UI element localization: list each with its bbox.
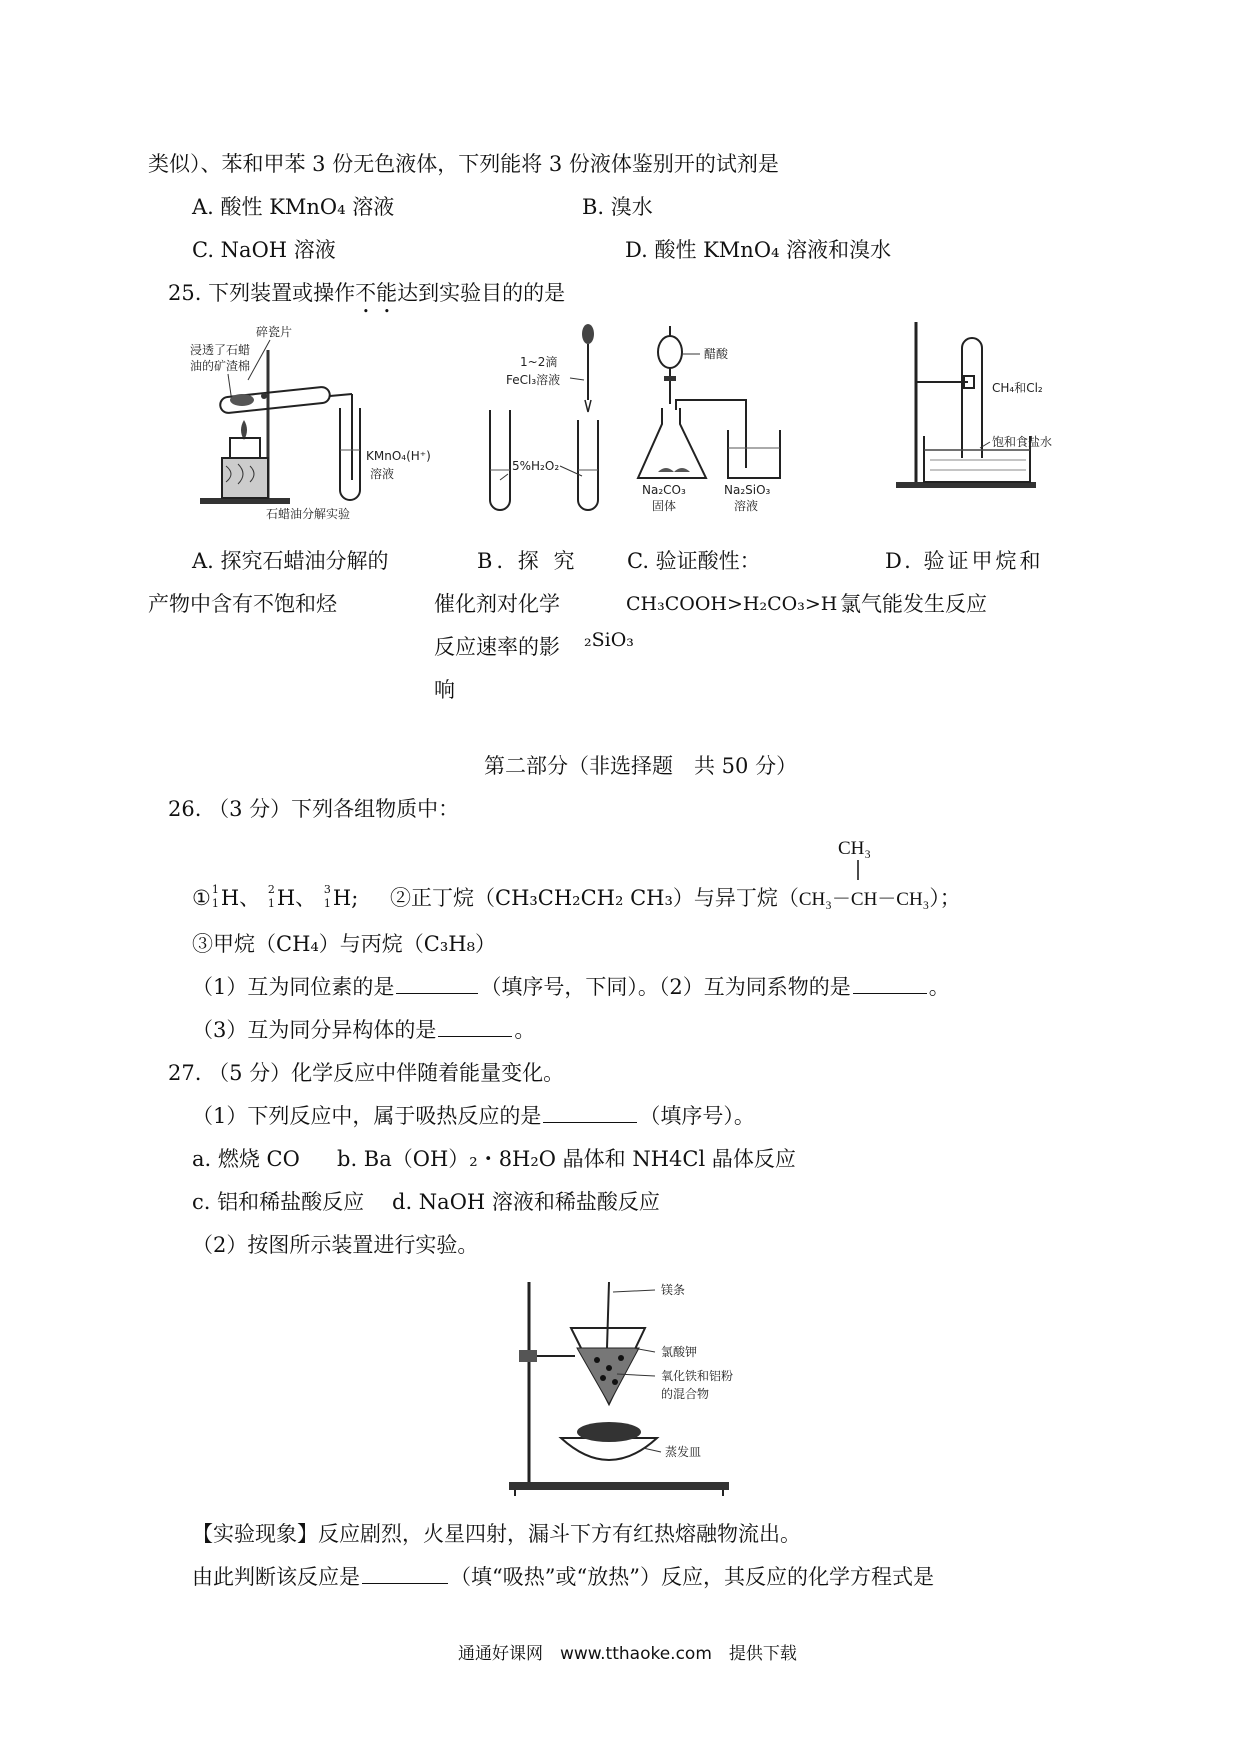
answer-blank-exothermic[interactable]	[362, 1563, 448, 1584]
svg-text:1~2滴: 1~2滴	[520, 355, 558, 369]
q25-option-c-line2: CH₃COOH>H₂CO₃>H	[626, 593, 838, 615]
svg-text:FeCl₃溶液: FeCl₃溶液	[506, 373, 561, 387]
part-two-heading: 第二部分（非选择题 共 50 分）	[484, 754, 798, 778]
q25-option-c-line3: ₂SiO₃	[584, 629, 634, 651]
svg-text:碎瓷片: 碎瓷片	[256, 325, 293, 339]
figure-acidity-comparison	[630, 318, 800, 523]
q26-stem: 26. （3 分）下列各组物质中：	[168, 797, 460, 821]
figure-paraffin-decomposition	[190, 320, 431, 530]
svg-text:饱和食盐水: 饱和食盐水	[992, 435, 1053, 449]
svg-text:的混合物: 的混合物	[661, 1387, 710, 1401]
q25-option-b-line3: 反应速率的影	[434, 635, 560, 659]
q24-option-d: D. 酸性 KMnO₄ 溶液和溴水	[625, 238, 892, 262]
svg-text:5%H₂O₂: 5%H₂O₂	[512, 459, 560, 473]
svg-text:Na₂SiO₃: Na₂SiO₃	[724, 483, 771, 497]
footer-download-note: 通通好课网 www.tthaoke.com 提供下载	[458, 1644, 797, 1664]
q27-phenomenon: 【实验现象】反应剧烈，火星四射，漏斗下方有红热熔融物流出。	[192, 1522, 801, 1546]
answer-blank-isomer[interactable]	[438, 1016, 512, 1037]
q24-stem-tail: 类似）、苯和甲苯 3 份无色液体，下列能将 3 份液体鉴别开的试剂是	[148, 152, 779, 176]
svg-text:浸透了石蜡: 浸透了石蜡	[190, 343, 251, 357]
q25-option-a-line1: A. 探究石蜡油分解的	[192, 549, 389, 573]
q26-item3: ③甲烷（CH₄）与丙烷（C₃H₈）	[192, 932, 497, 956]
q26-sub3: （3）互为同分异构体的是 。	[192, 1018, 536, 1042]
svg-text:蒸发皿: 蒸发皿	[665, 1445, 702, 1459]
answer-blank-homolog[interactable]	[853, 973, 927, 994]
q24-option-c: C. NaOH 溶液	[192, 238, 336, 262]
q25-stem: 25. 下列装置或操作不能达到实验目的的是	[168, 281, 566, 305]
svg-text:氧化铁和铝粉: 氧化铁和铝粉	[661, 1369, 734, 1383]
answer-blank-isotope[interactable]	[396, 973, 478, 994]
q27-judge: 由此判断该反应是 （填“吸热”或“放热”）反应，其反应的化学方程式是	[192, 1565, 934, 1589]
q27-sub1: （1）下列反应中，属于吸热反应的是 （填序号）。	[192, 1104, 755, 1128]
svg-text:CH₄和Cl₂: CH₄和Cl₂	[992, 381, 1043, 395]
q25-option-d-line2: 氯气能发生反应	[840, 592, 987, 616]
svg-text:镁条: 镁条	[661, 1283, 686, 1297]
svg-text:氯酸钾: 氯酸钾	[661, 1345, 698, 1359]
answer-blank-endothermic[interactable]	[543, 1102, 637, 1123]
svg-text:油的矿渣棉: 油的矿渣棉	[190, 359, 251, 373]
q27-option-a: a. 燃烧 CO	[192, 1147, 300, 1171]
q27-sub2: （2）按图所示装置进行实验。	[192, 1233, 479, 1257]
q25-option-d-line1: D. 验证甲烷和	[885, 549, 1044, 573]
figure-thermite-apparatus	[505, 1278, 785, 1500]
q25-option-c-line1: C. 验证酸性：	[627, 549, 761, 573]
svg-text:溶液: 溶液	[734, 499, 759, 513]
isobutane-structure-top	[838, 834, 898, 884]
svg-text:KMnO₄(H⁺): KMnO₄(H⁺)	[366, 449, 431, 463]
isobutane-structure-main: CH₃－CH－CH₃	[798, 889, 930, 910]
q26-item1: ① 1 1 H、 2 1 H、 3 1 H;	[192, 883, 359, 910]
svg-text:CH₃: CH₃	[838, 838, 872, 859]
isotope-3: 3 1	[323, 883, 331, 910]
svg-text:溶液: 溶液	[370, 467, 395, 481]
q27-option-b: b. Ba（OH）₂・8H₂O 晶体和 NH4Cl 晶体反应	[337, 1147, 796, 1171]
q25-option-b-line1: B. 探 究	[477, 549, 579, 573]
q27-stem: 27. （5 分）化学反应中伴随着能量变化。	[168, 1061, 565, 1085]
q24-option-a: A. 酸性 KMnO₄ 溶液	[192, 195, 395, 219]
svg-text:固体: 固体	[652, 499, 677, 513]
svg-text:石蜡油分解实验: 石蜡油分解实验	[266, 507, 351, 521]
isotope-2: 2 1	[267, 883, 275, 910]
figure-methane-chlorine	[880, 318, 1100, 498]
svg-text:Na₂CO₃: Na₂CO₃	[642, 483, 686, 497]
figure-catalyst-experiment	[470, 320, 610, 520]
q24-option-b: B. 溴水	[582, 195, 653, 219]
q26-item2: ②正丁烷（CH₃CH₂CH₂ CH₃）与异丁烷（CH₃－CH－CH₃）；	[390, 886, 961, 910]
isotope-1: 1 1	[211, 883, 219, 910]
q27-option-d: d. NaOH 溶液和稀盐酸反应	[392, 1190, 660, 1214]
q25-option-b-line2: 催化剂对化学	[434, 592, 560, 616]
svg-text:醋酸: 醋酸	[704, 347, 729, 361]
q25-emphasis: 不能	[355, 281, 398, 305]
q27-option-c: c. 铝和稀盐酸反应	[192, 1190, 365, 1214]
q26-sub1: （1）互为同位素的是 （填序号，下同）。（2）互为同系物的是 。	[192, 975, 950, 999]
q25-option-b-line4: 响	[434, 678, 455, 702]
q25-option-a-line2: 产物中含有不饱和烃	[148, 592, 337, 616]
